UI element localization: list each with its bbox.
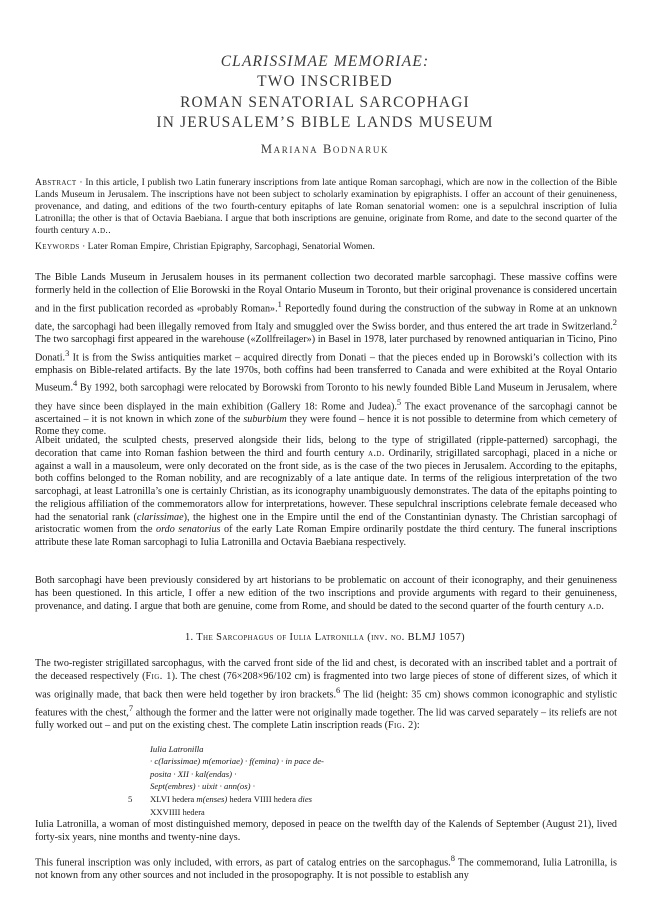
text-run: By 1992, both sarcophagi were relocated by Borowski from Toronto to his newly founded Bible Land Museum in Jerusalem, where they have since been displayed in the main exhibition (Gallery 18: Rome and Judea).: [35, 382, 617, 412]
figure-ref[interactable]: Fig. 2: [387, 719, 414, 731]
text-run: Both sarcophagi have been previously considered by art historians to be problematic on account of their iconography, and their genuineness has been questioned. In this article, I offer a new edition of the two inscriptions and provide arguments with regard to their genuineness, provenance, and dating. I argue that both are genuine, come from Rome, and should be dated to the second quarter of the fourth century: [35, 575, 617, 612]
inscription-line: posita · XII · kal(endas) ·: [150, 768, 237, 779]
footnote-ref[interactable]: 3: [65, 347, 70, 358]
abstract-text: In this article, I publish two Latin funerary inscriptions from late antique Roman sarcophagi, which are now in the collection of the Bible Lands Museum in Jerusalem. The inscriptions have not been subject to scholarly examination by epigraphists. I offer an account of their genuineness, provenance, and dating, and editions of the two fourth-century epitaphs of late Roman senatorial women: one is a sepulchral inscription of Iulia Latronilla; the other is that of Octavia Baebiana. I argue that both inscriptions are genuine, originate from Rome, and date to the second quarter of the fourth century: [35, 177, 617, 237]
text-run: This funeral inscription was only included, with errors, as part of catalog entries on the sarcophagus.: [35, 857, 451, 869]
text-run: The Bible Lands Museum in Jerusalem houses in its permanent collection two decorated marble sarcophagi. These massive coffins were formerly held in the collection of Elie Borowski in the Royal Ontario Museum in Toronto, but their original provenance is considered uncertain and in the first publication recorded as «probably Roman».: [35, 272, 617, 314]
numeral: VIIII: [253, 793, 272, 804]
hedera-mark: hedera: [182, 808, 205, 818]
footnote-ref[interactable]: 1: [277, 298, 282, 309]
latin-inscription: [128, 743, 324, 819]
italic-term: clarissimae: [136, 511, 184, 523]
hedera-mark: hedera: [172, 794, 195, 804]
line-number: 5: [128, 793, 133, 804]
section-inventory: (inv. no. BLMJ 1057): [367, 632, 466, 643]
text-run: It is from the Swiss antiquities market – acquired directly from Donati – that the pieces ended up in Borowski’s collection with its emphasis on Bible-related artifacts. By the late 1970s, both coffins had been transferred to Canada and were exhibited at the Royal Ontario Museum.: [35, 351, 617, 394]
era-abbrev: a.d.: [368, 447, 385, 459]
section-number: 1.: [184, 632, 194, 643]
paragraph-intro: [35, 272, 617, 439]
footnote-ref[interactable]: 6: [336, 684, 341, 695]
footnote-ref[interactable]: 4: [72, 378, 78, 389]
italic-term: ordo senatorius: [156, 524, 221, 536]
section-title: The Sarcophagus of Iulia Latronilla: [196, 632, 365, 643]
abstract-label: Abstract: [35, 177, 77, 188]
title-line-3: ROMAN SENATORIAL SARCOPHAGI: [180, 93, 470, 111]
abstract: [35, 177, 617, 237]
hedera-mark: hedera: [273, 794, 296, 804]
inscription-word: m(enses): [196, 793, 228, 804]
figure-ref[interactable]: Fig. 1: [145, 670, 172, 682]
paragraph-catalog: [35, 852, 617, 883]
footnote-ref[interactable]: 5: [396, 396, 402, 407]
text-run: they were found – hence it is not possible to determine from which cemetery of Rome they come.: [35, 413, 618, 438]
text-run: The lid (height: 35 cm) shows common iconographic and stylistic features with the chest,: [35, 688, 617, 718]
footnote-ref[interactable]: 8: [450, 853, 455, 863]
text-run: The two-register strigillated sarcophagus, with the carved front side of the lid and chest, is decorated with an inscribed tablet and a portrait of the deceased respectively (: [35, 658, 617, 682]
section-heading: [0, 632, 650, 643]
inscription-word: dies: [298, 793, 313, 804]
title-line-1: CLARISSIMAE MEMORIAE:: [220, 53, 430, 70]
paragraph-translation: [35, 819, 617, 845]
keywords: [35, 241, 617, 253]
paragraph-sarcophagi-type: [35, 435, 617, 550]
abstract-end: .: [108, 225, 111, 237]
inscription-line: · c(larissimae) m(emoriae) · f(emina) · in pace de-: [150, 756, 324, 767]
text-run: Reportedly found during the construction of the subway in Rome at an unknown date, the sarcophagi had been illegally removed from Italy and smuggled over the Swiss border, and thus entered the art trade in Switzerland.: [35, 302, 617, 332]
text-run: ), the highest one in the Empire until the end of the Constantinian dynasty. The Christian sarcophagi of aristocratic women from the: [35, 511, 617, 536]
italic-term: suburbium: [243, 413, 287, 425]
inscription-line: [128, 806, 324, 819]
text-run: The commemorand, Iulia Latronilla, is not known from any other sources and not included in the prosopography. It is not possible to establish any: [35, 857, 617, 882]
paragraph-section-1: [35, 658, 617, 733]
inscription-line: [128, 793, 324, 806]
abstract-separator: ·: [76, 177, 86, 188]
inscription-line: Iulia Latronilla: [150, 744, 204, 754]
translation-text: Iulia Latronilla, a woman of most distinguished memory, deposed in peace on the twelfth day of the Kalends of September (August 21), lived forty-six years, nine months and twenty-nine days.: [35, 819, 617, 843]
text-run: ):: [413, 719, 420, 731]
paragraph-aims: [35, 575, 617, 613]
text-run: although the former and the latter were not originally made together. The lid was carved separately – its reliefs are not fully worked out – and put on the existing chest. The complete Latin inscription reads (: [35, 707, 617, 731]
numeral: XLVI: [150, 793, 170, 804]
text-run: The exact provenance of the sarcophagi cannot be ascertained – it is not known in which zone of the: [35, 400, 618, 425]
footnote-ref[interactable]: 2: [612, 316, 617, 327]
keywords-separator: ·: [79, 241, 88, 252]
text-run: The two sarcophagi first appeared in the warehouse («Zollfreilager») in Basel in 1978, later purchased by renowned antiquarian in Ticino, Pino Donati.: [35, 333, 617, 363]
numeral: XXVIIII: [150, 807, 181, 818]
hedera-mark: hedera: [229, 794, 252, 804]
footnote-ref[interactable]: 7: [128, 702, 134, 713]
title-line-2: TWO INSCRIBED: [257, 73, 393, 91]
text-run: ). The chest (76×208×96/102 cm) is fragmented into two large pieces of stone of different sizes, of which it was originally made, that back then were held together by iron brackets.: [35, 670, 617, 700]
keywords-label: Keywords: [35, 241, 80, 252]
title-line-4: IN JERUSALEM’S BIBLE LANDS MUSEUM: [156, 113, 494, 131]
inscription-line: Sept(embres) · uixit · ann(os) ·: [150, 781, 255, 792]
text-run: Albeit undated, the sculpted chests, preserved alongside their lids, belong to the type of strigillated (ripple-patterned) sarcophagi, the decoration that came into Roman fashion between the third and fourth century: [35, 435, 617, 459]
author-name: Mariana Bodnaruk: [260, 142, 390, 156]
era-abbrev: a.d.: [587, 600, 605, 612]
article-title: [0, 52, 650, 133]
abstract-era: a.d.: [91, 225, 109, 237]
text-run: Ordinarily, strigillated sarcophagi, placed in a niche or against a wall in a mausoleum, were only decorated on the front side, as is the case of the two pieces in Jerusalem. According to the epitaphs, both coffins belonged to the Roman nobility, and are recognizably of a late antique date. In terms of the religious interpretation of the two sarcophagi, at least Latronilla’s one is certainly Christian, as its iconography unambiguously demonstrates. The data of the epitaphs pointing to the religious affiliation of the commemorators allow for interpretations, however. These sepulchral inscriptions celebrate female deceased who had the senatorial rank (: [35, 447, 618, 523]
text-run: of the early Late Roman Empire ordinarily postdate the third century. The funeral inscriptions attribute these late Roman sarcophagi to Iulia Latronilla and Octavia Baebiana respectively.: [35, 524, 617, 548]
keywords-text: Later Roman Empire, Christian Epigraphy, Sarcophagi, Senatorial Women.: [87, 241, 375, 252]
